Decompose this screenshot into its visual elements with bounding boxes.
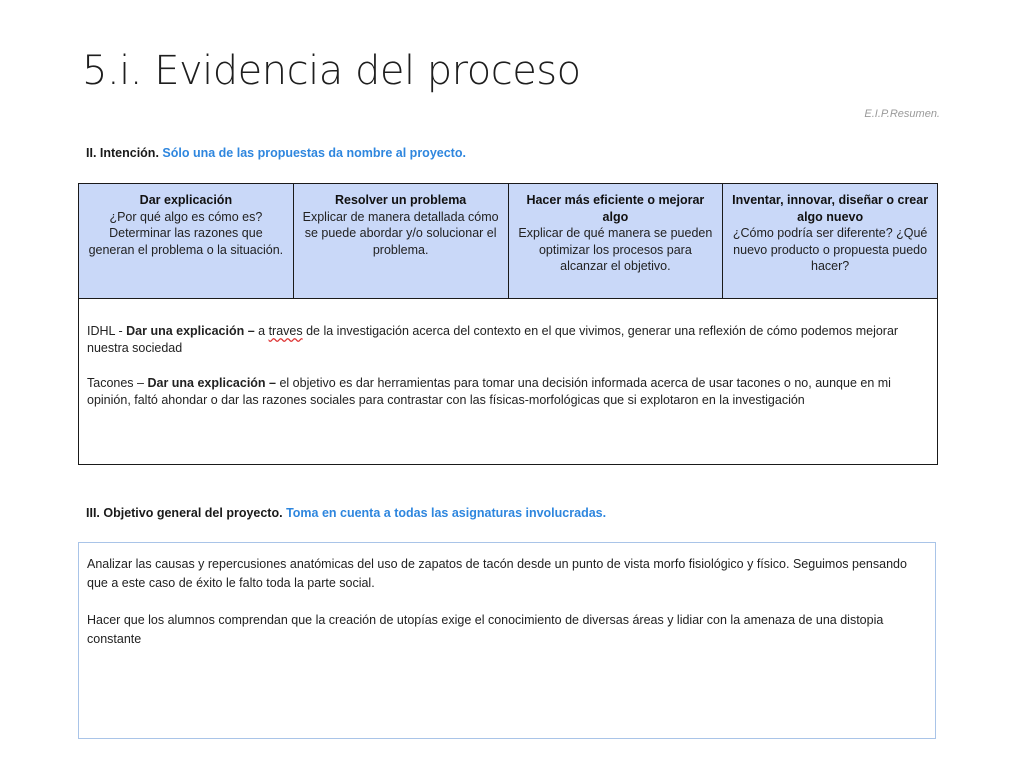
option-description: Explicar de manera detallada cómo se puede abordar y/o solucionar el problema.	[302, 209, 499, 257]
option-inventar-innovar	[723, 184, 938, 299]
entry-tacones	[87, 375, 929, 409]
section-heading-instruction: Toma en cuenta a todas las asignaturas involucradas.	[286, 506, 607, 520]
option-title: Hacer más eficiente o mejorar algo	[526, 193, 705, 224]
entry-text: a	[254, 324, 269, 338]
option-description: Explicar de qué manera se pueden optimizar los procesos para alcanzar el objetivo.	[518, 226, 713, 273]
option-hacer-eficiente	[508, 184, 723, 299]
objective-paragraph: Analizar las causas y repercusiones anatómicas del uso de zapatos de tacón desde un punto de vista morfo fisiológico y físico. Seguimos pensando que a este caso de éxito le falto toda la parte social.	[87, 557, 907, 590]
section-heading-label: II. Intención.	[86, 146, 159, 160]
entry-lead: Tacones –	[87, 376, 148, 390]
section-heading-label: III. Objetivo general del proyecto.	[86, 506, 283, 520]
intention-table	[78, 183, 938, 465]
entry-text: de la investigación acerca del contexto en el que vivimos, generar una reflexión de cómo podemos mejorar nuestra sociedad	[87, 324, 899, 355]
intention-entries	[79, 299, 938, 465]
option-resolver-problema	[293, 184, 508, 299]
option-description: ¿Por qué algo es cómo es? Determinar las razones que generan el problema o la situación.	[88, 209, 284, 257]
section-heading-intencion	[86, 146, 466, 160]
entry-bold: Dar una explicación –	[126, 324, 255, 338]
options-row	[79, 184, 938, 299]
source-tag: E.I.P.Resumen.	[864, 108, 940, 120]
option-title: Dar explicación	[139, 193, 233, 207]
option-title: Inventar, innovar, diseñar o crear algo nuevo	[732, 193, 929, 224]
entry-bold: Dar una explicación –	[147, 376, 276, 390]
section-heading-instruction: Sólo una de las propuestas da nombre al proyecto.	[162, 146, 466, 160]
objective-paragraph: Hacer que los alumnos comprendan que la creación de utopías exige el conocimiento de diversas áreas y lidiar con la amenaza de una distopia constante	[87, 613, 884, 646]
section-heading-objetivo	[86, 506, 606, 520]
entry-text: el objetivo es dar herramientas para tomar una decisión informada acerca de usar tacones o no, aunque en mi opinión, faltó ahondar o dar las razones sociales para contrastar con las físicas-morfológicas que si explotaron en la investigación	[87, 376, 891, 407]
entries-row	[79, 299, 938, 465]
option-dar-explicacion	[79, 184, 294, 299]
spellcheck-word: traves	[268, 324, 303, 338]
option-title: Resolver un problema	[334, 193, 467, 207]
entry-idhl	[87, 323, 929, 357]
option-description: ¿Cómo podría ser diferente? ¿Qué nuevo producto o propuesta puedo hacer?	[732, 226, 928, 273]
slide-title: 5.i. Evidencia del proceso	[82, 48, 581, 94]
entry-lead: IDHL -	[87, 324, 127, 338]
objective-box	[78, 542, 936, 739]
